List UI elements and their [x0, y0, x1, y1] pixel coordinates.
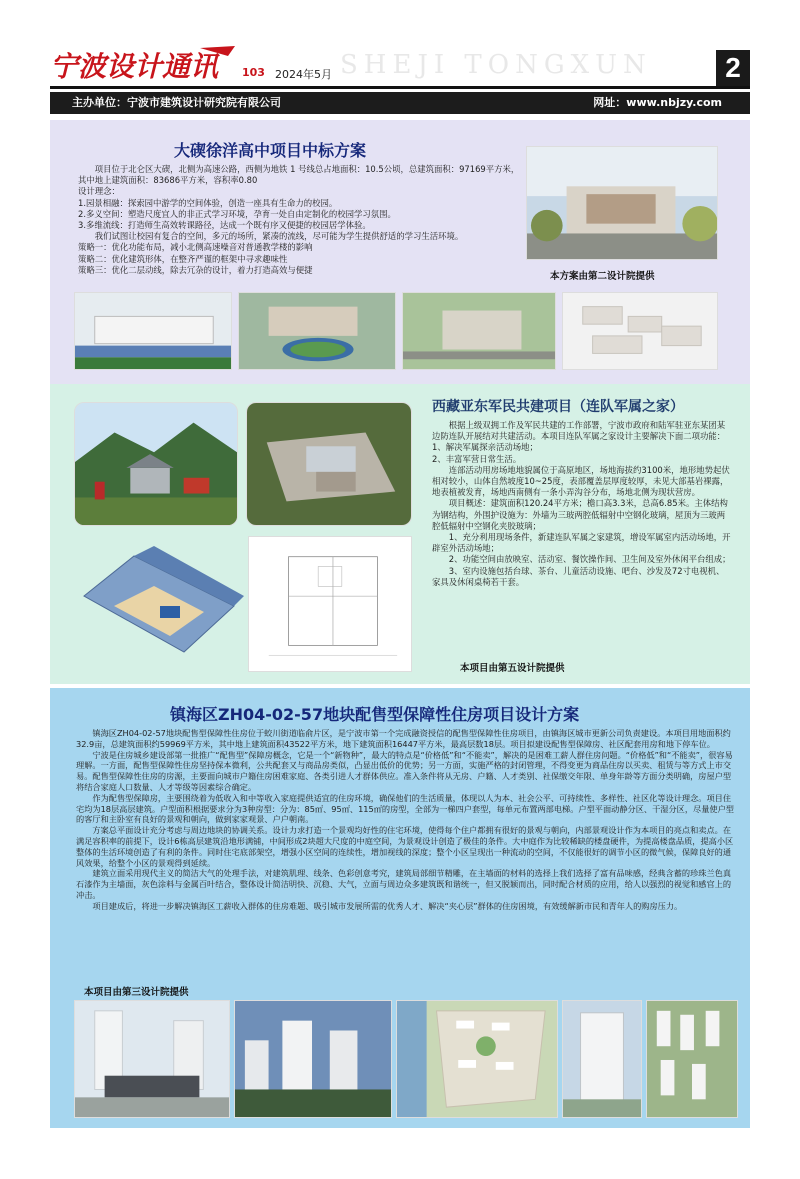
section-yadong-military: [50, 384, 750, 684]
yadong-cutaway-model: [74, 536, 248, 672]
sponsor-text: 主办单位：宁波市建筑设计研究院有限公司: [72, 96, 281, 109]
school-image-track: [74, 292, 232, 370]
paragraph: 策略二：优化建筑形体，在整齐严谨的框架中寻求趣味性: [78, 253, 288, 264]
section-dagi-highschool: [50, 120, 750, 384]
section-credit: 本方案由第二设计院提供: [550, 271, 655, 282]
school-rendering-main: [526, 146, 718, 260]
section-title: 镇海区ZH04-02-57地块配售型保障性住房项目设计方案: [170, 705, 580, 724]
yadong-rendering-aerial: [246, 402, 412, 526]
paragraph: 2、功能空间由放映室、活动室、餐饮操作间、卫生间及室外休闲平台组成；: [448, 554, 731, 565]
school-image-aerial-site: [402, 292, 556, 370]
paragraph: 作为配售型保障房，主要围绕着为低收入和中等收入家庭提供适宜的住房环境，确保他们的生活质量，体现以人为本、社会公平、可持续性、多样性、社区化等设计理念。项目住宅均为18层高层建筑。户型面积根据要求分为3种房型：分为：85㎡、95㎡、115㎡的房型，全部为一梯四户套型，每单元布置两部电梯。户型平面动静分区、干湿分区，尽量使户型的客厅和主卧室有良好的景观和朝向，做到家家观景、户户朝南。: [76, 792, 734, 825]
section-title: 大碶徐洋高中项目中标方案: [174, 141, 367, 160]
housing-image-tower: [562, 1000, 642, 1118]
website-link[interactable]: 网址：www.nbjzy.com: [593, 96, 722, 109]
page-number: 2: [716, 50, 750, 86]
paragraph: 项目概述：建筑面积120.24平方米；檐口高3.3米，总高6.85米。主体结构为钢结构，外围护设施为：外墙为三玻两腔低辐射中空钢化玻璃，屋顶为三玻两腔低辐射中空钢化夹胶玻璃；: [432, 498, 728, 531]
section-body: [76, 728, 736, 912]
section-body: [78, 164, 526, 276]
school-image-aerial-day: [238, 292, 396, 370]
yadong-rendering-exterior: [74, 402, 238, 526]
paragraph: 策略三：优化二层动线，除去冗杂的设计，着力打造高效与便捷: [78, 264, 313, 275]
paragraph: 1.园景相融：探索园中游学的空间体验，创造一座具有生命力的校园。: [78, 197, 338, 208]
sponsor-bar: [50, 92, 750, 114]
paragraph: 方案总平面设计充分考虑与周边地块的协调关系。设计力求打造一个景观均好性的住宅环境，使得每个住户都拥有很好的景观与朝向，内部景观设计作为本项目的亮点和卖点。在满足容积率的前提下，设计6栋高层建筑沿地形满铺，中间形成2块超大尺度的中庭空间，为景观设计创造了极佳的条件。大中庭作为比较稀缺的楼盘硬件，为提高楼盘品质，提高小区整体的生活环境创造了有利的条件。同时住宅底部架空，增强小区空间的连续性，增加视线的深度；整个小区呈现出一种流动的空间，不仅能很好的调节小区的微气候，保障良好的通风效果，给整个小区的景观得到延续。: [76, 825, 734, 868]
paragraph: 设计理念：: [78, 186, 120, 197]
paragraph: 项目位于北仑区大碶，北侧为高速公路，西侧为地铁 1 号线总占地面积：10.5公顷，总建筑面积：97169平方米，其中地上建筑面积：83686平方米，容积率0.80: [78, 164, 520, 186]
paragraph: 2、丰富军营日常生活。: [432, 453, 522, 464]
issue-date: 2024年5月: [275, 68, 332, 81]
paragraph: 策略一：优化功能布局，减小北侧高速噪音对普通教学楼的影响: [78, 242, 313, 253]
section-credit: 本项目由第五设计院提供: [460, 663, 565, 674]
paragraph: 建筑立面采用现代主义的简洁大气的处理手法，对建筑肌理、线条、色彩创意考究，建筑局部细节精雕，在主墙面的材料的选择上我们选择了富有品味感，经典含蓄的珍珠兰色真石漆作为主墙面，灰色涂料与金属百叶结合，整体设计简洁明快、沉稳、大气，立面与周边众多建筑既和谐统一，但又脱颖而出，同时配合材质的应用，给人以强烈的视觉和感官上的冲击。: [76, 868, 732, 900]
paragraph: 项目建成后，将进一步解决镇海区工薪收入群体的住房难题、吸引城市发展所需的优秀人才、解决“夹心层”群体的住房困境，有效缓解新市民和青年人的购房压力。: [92, 900, 683, 911]
yadong-floor-plan: [248, 536, 412, 672]
svg-text:宁波设计通讯: 宁波设计通讯: [50, 50, 219, 83]
issue-number: 103: [242, 66, 265, 79]
school-image-model: [562, 292, 718, 370]
paragraph: 宁波是住房城乡建设部第一批推广“配售型”保障房概念，它是一个“新物种”，最大的特点是“价格低”和“不能卖”，解决的是困难工薪人群住房问题。“价格低”和“不能卖”，很容易理解。一方面，配售型保障性住房坚持保本微利，公共配套又与商品房类似，凸显出低价的优势；另一方面，实施严格的封闭管理，不得变更为商品住房以买卖、租赁与等方式上市交易。配售型保障性住房的房源，主要面向城市户籍住房困难家庭、各类引进人才群体供应。准入条件将从无房、户籍、人才类别、社保缴交年限、单身年龄等方面分类明确，房屋户型将结合家庭人口数量、人才等级等因素综合确定。: [76, 749, 733, 792]
section-zhenhai-housing: [50, 688, 750, 1128]
paragraph: 连部活动用房场地地貌属位于高原地区，场地海拔约3100米，地形地势起伏相对较小，山体自然坡度10~25度，表部覆盖层厚度较厚，未见大部基岩裸露，地表植被发育，场地西南侧有一条小弄沟谷分布，场地北侧为现状营房。: [432, 464, 730, 498]
paragraph: 3、室内设施包括台球、茶台、儿童活动设施、吧台、沙发及72寸电视机、家具及休闲桌椅若干套。: [432, 565, 725, 587]
masthead-pinyin: SHEJI TONGXUN: [340, 50, 652, 80]
section-body: [432, 420, 732, 588]
section-credit: 本项目由第三设计院提供: [84, 987, 189, 998]
newspaper-logo: [50, 44, 250, 84]
housing-site-plan: [396, 1000, 558, 1118]
masthead: [50, 38, 750, 90]
paragraph: 我们试图让校园有复合的空间，多元的场所，紧凑的流线，尽可能为学生提供舒适的学习生活环境。: [94, 231, 464, 242]
housing-image-aerial: [646, 1000, 738, 1118]
paragraph: 根据上级双拥工作及军民共建的工作部署，宁波市政府和陆军驻亚东某团某边防连队开展结对共建活动。本项目连队军属之家设计主要解决下面二项功能：: [432, 420, 726, 442]
paragraph: 3.多维流线：打造师生高效转课路径，达成一个既有序又便捷的校园居学体验。: [78, 220, 371, 231]
header-rule: [50, 86, 750, 89]
paragraph: 1、解决军属探亲活动场地；: [432, 442, 538, 453]
paragraph: 2.多义空间：塑造尺度宜人的非正式学习环境，孕育一处自由定制化的校园学习氛围。: [78, 208, 396, 219]
section-title: 西藏亚东军民共建项目（连队军属之家）: [432, 399, 684, 415]
housing-image-street: [234, 1000, 392, 1118]
housing-image-entrance: [74, 1000, 230, 1118]
paragraph: 镇海区ZH04-02-57地块配售型保障性住房位于蛟川街道临俞片区，是宁波市第一个完成融资授信的配售型保障性住房项目，由镇海区城市更新公司负责建设。本项目用地面积约32.9亩，总建筑面积约59969平方米，其中地上建筑面积43522平方米，地下建筑面积16447平方米，最高层数18层。项目拟建设配售型保障房、社区配套用房和地下停车位。: [76, 728, 731, 749]
paragraph: 1、充分利用现场条件，新建连队军属之家建筑，增设军属室内活动场地，开辟室外活动场地；: [432, 532, 731, 554]
